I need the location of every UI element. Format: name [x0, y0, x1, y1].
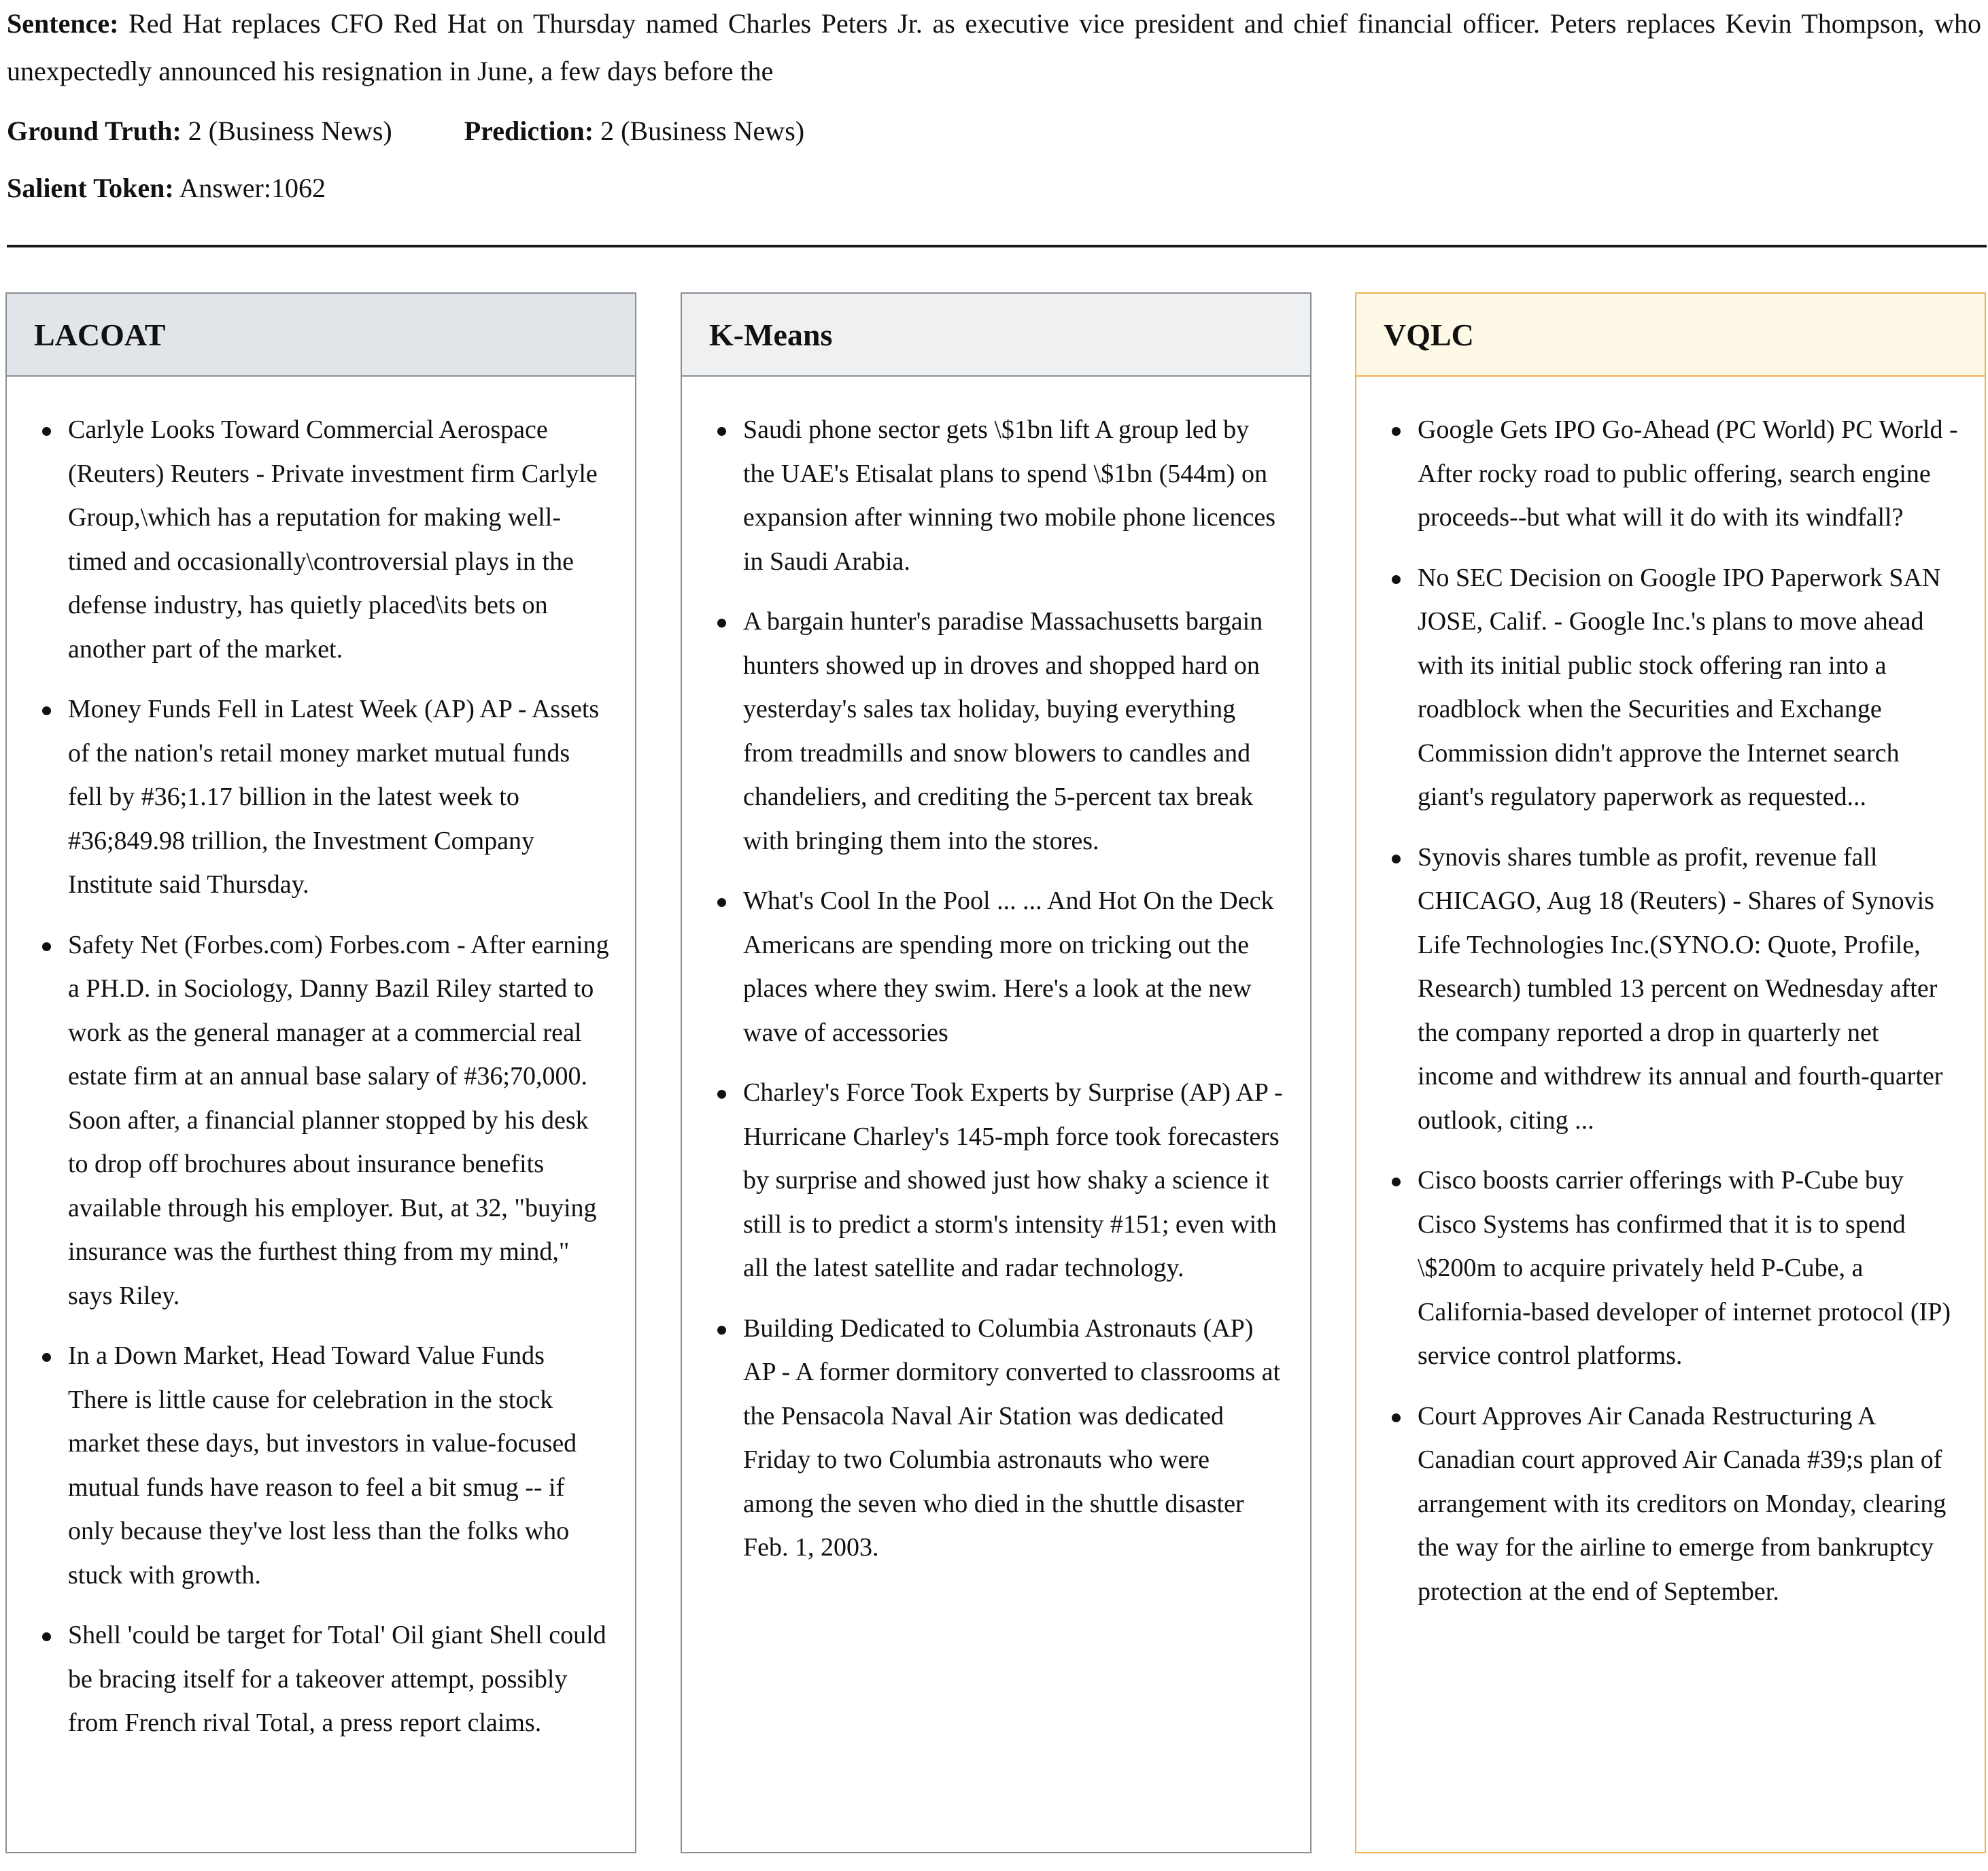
panel-body	[7, 377, 635, 1745]
list-item: A bargain hunter's paradise Massachusetts bargain hunters showed up in droves and shopped hard on yesterday's sales tax holiday, buying everything from treadmills and snow blowers to candles and chandeliers, and crediting the 5-percent tax break with bringing them into the stores.	[715, 600, 1284, 863]
list-item: What's Cool In the Pool ... ... And Hot On the Deck Americans are spending more on tricking out the places where they swim. Here's a look at the new wave of accessories	[715, 879, 1284, 1054]
sentence-text: Red Hat replaces CFO Red Hat on Thursday named Charles Peters Jr. as executive vice president and chief financial officer. Peters replaces Kevin Thompson, who unexpectedly announced his resignation in June, a few days before the	[7, 8, 1982, 86]
prediction-block	[464, 114, 804, 148]
header-divider	[7, 245, 1987, 247]
list-item: In a Down Market, Head Toward Value Funds There is little cause for celebration in the stock market these days, but investors in value-focused mutual funds have reason to feel a bit smug -- if only because they've lost less than the folks who stuck with growth.	[39, 1334, 609, 1597]
item-list	[1389, 408, 1959, 1613]
list-item: No SEC Decision on Google IPO Paperwork SAN JOSE, Calif. - Google Inc.'s plans to move ahead with its initial public stock offering ran into a roadblock when the Securities and Exchange Commission didn't approve the Internet search giant's regulatory paperwork as requested...	[1389, 556, 1959, 819]
list-item: Money Funds Fell in Latest Week (AP) AP - Assets of the nation's retail money market mutual funds fell by #36;1.17 billion in the latest week to #36;849.98 trillion, the Investment Company Institute said Thursday.	[39, 687, 609, 907]
panel-body	[682, 377, 1310, 1570]
list-item: Carlyle Looks Toward Commercial Aerospace (Reuters) Reuters - Private investment firm Carlyle Group,\which has a reputation for making well-timed and occasionally\controversial plays in the defense industry, has quietly placed\its bets on another part of the market.	[39, 408, 609, 671]
list-item: Synovis shares tumble as profit, revenue fall CHICAGO, Aug 18 (Reuters) - Shares of Synovis Life Technologies Inc.(SYNO.O: Quote, Profile, Research) tumbled 13 percent on Wednesday after the company reported a drop in quarterly net income and withdrew its annual and fourth-quarter outlook, citing ...	[1389, 836, 1959, 1143]
salient-token-label: Salient Token:	[7, 173, 174, 203]
ground-truth-value: 2 (Business News)	[188, 116, 392, 146]
sentence-label: Sentence:	[7, 8, 119, 39]
sample-header	[7, 0, 1981, 205]
list-item: Charley's Force Took Experts by Surprise (AP) AP - Hurricane Charley's 145-mph force took forecasters by surprise and showed just how shaky a science it still is to predict a storm's intensity #151; even with all the latest satellite and radar technology.	[715, 1071, 1284, 1290]
list-item: Safety Net (Forbes.com) Forbes.com - After earning a PH.D. in Sociology, Danny Bazil Riley started to work as the general manager at a commercial real estate firm at an annual base salary of #36;70,000. Soon after, a financial planner stopped by his desk to drop off brochures about insurance benefits available through his employer. But, at 32, "buying insurance was the furthest thing from my mind," says Riley.	[39, 923, 609, 1318]
panel-title: VQLC	[1356, 294, 1985, 377]
prediction-label: Prediction:	[464, 116, 594, 146]
list-item: Google Gets IPO Go-Ahead (PC World) PC World - After rocky road to public offering, search engine proceeds--but what will it do with its windfall?	[1389, 408, 1959, 540]
ground-truth-label: Ground Truth:	[7, 116, 182, 146]
panel-body	[1356, 377, 1985, 1613]
item-list	[39, 408, 609, 1745]
list-item: Shell 'could be target for Total' Oil giant Shell could be bracing itself for a takeover attempt, possibly from French rival Total, a press report claims.	[39, 1613, 609, 1745]
panel-title: K-Means	[682, 294, 1310, 377]
panel-title: LACOAT	[7, 294, 635, 377]
salient-token-value: Answer:1062	[179, 173, 326, 203]
list-item: Building Dedicated to Columbia Astronauts (AP) AP - A former dormitory converted to classrooms at the Pensacola Naval Air Station was dedicated Friday to two Columbia astronauts who were among the seven who died in the shuttle disaster Feb. 1, 2003.	[715, 1307, 1284, 1570]
list-item: Saudi phone sector gets \$1bn lift A group led by the UAE's Etisalat plans to spend \$1bn (544m) on expansion after winning two mobile phone licences in Saudi Arabia.	[715, 408, 1284, 583]
panel-kmeans	[681, 292, 1312, 1853]
panel-vqlc	[1355, 292, 1986, 1853]
item-list	[715, 408, 1284, 1570]
salient-row	[7, 171, 1981, 205]
prediction-value: 2 (Business News)	[600, 116, 805, 146]
sentence-line	[7, 0, 1981, 95]
labels-row	[7, 114, 1981, 148]
panel-lacoat	[5, 292, 636, 1853]
list-item: Court Approves Air Canada Restructuring A Canadian court approved Air Canada #39;s plan of arrangement with its creditors on Monday, clearing the way for the airline to emerge from bankruptcy protection at the end of September.	[1389, 1394, 1959, 1614]
list-item: Cisco boosts carrier offerings with P-Cube buy Cisco Systems has confirmed that it is to spend \$200m to acquire privately held P-Cube, a California-based developer of internet protocol (IP) service control platforms.	[1389, 1158, 1959, 1378]
